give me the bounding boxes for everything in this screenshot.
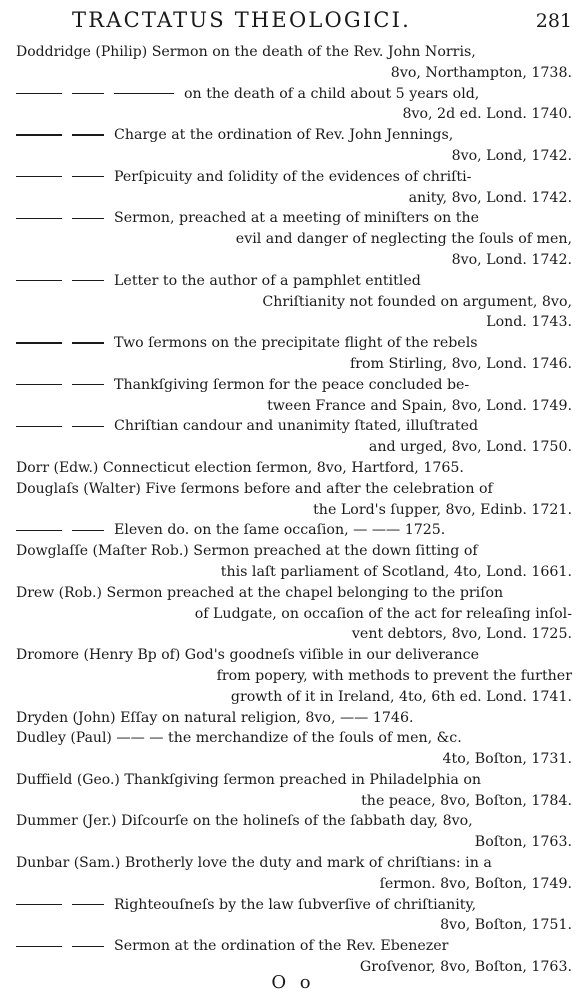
ditto-dash bbox=[16, 530, 62, 531]
ditto-dash bbox=[16, 384, 62, 385]
entry-first-line bbox=[16, 936, 572, 957]
ditto-dash bbox=[16, 946, 62, 947]
entry-first-line bbox=[16, 271, 572, 292]
entry-continuation-line: ſermon. 8vo, Boſton, 1749. bbox=[379, 875, 572, 892]
entry-title-text: Brotherly love the duty and mark of chriſtians: in a bbox=[124, 855, 492, 872]
bibliography-entry bbox=[16, 208, 572, 270]
entry-author: Duffield (Geo.) bbox=[16, 771, 120, 788]
entry-first-line bbox=[16, 416, 572, 437]
running-header bbox=[72, 8, 572, 34]
entry-first-line bbox=[16, 333, 572, 354]
entry-title-text: Sermon on the death of the Rev. John Norris, bbox=[151, 44, 476, 60]
ditto-dash bbox=[72, 176, 104, 177]
entry-title-text: Connecticut election ſermon, 8vo, Hartford, 1765. bbox=[102, 459, 464, 476]
entry-first-line bbox=[16, 520, 572, 541]
ditto-dash bbox=[72, 280, 104, 281]
ditto-dash bbox=[72, 93, 104, 94]
entry-continuation-line: Groſvenor, 8vo, Boſton, 1763. bbox=[359, 959, 572, 976]
ditto-dash bbox=[72, 134, 104, 135]
ditto-dash bbox=[16, 93, 62, 94]
entry-continuation-line: of Ludgate, on occaſion of the act for releaſing inſol- bbox=[194, 605, 572, 622]
entry-title-text: Eſſay on natural religion, 8vo, —— 1746. bbox=[120, 709, 414, 726]
ditto-dash bbox=[16, 342, 62, 343]
entry-continuation-line: this laſt parliament of Scotland, 4to, Lond. 1661. bbox=[220, 563, 572, 580]
running-title: TRACTATUS THEOLOGICI. bbox=[72, 8, 412, 32]
ditto-dash bbox=[72, 342, 104, 343]
bibliography-entries bbox=[16, 42, 572, 978]
entry-author: Dowglaſſe (Maſter Rob.) bbox=[16, 543, 189, 560]
bibliography-entry bbox=[16, 42, 572, 84]
entry-continuation-line: from Stirling, 8vo, Lond. 1746. bbox=[349, 355, 572, 372]
ditto-dash bbox=[16, 280, 62, 281]
ditto-dash bbox=[72, 904, 104, 905]
entry-continuation-line: and urged, 8vo, Lond. 1750. bbox=[368, 439, 572, 456]
entry-continuation-line: vent debtors, 8vo, Lond. 1725. bbox=[351, 626, 572, 643]
entry-author: Dromore (Henry Bp of) bbox=[16, 647, 181, 664]
ditto-dash bbox=[72, 530, 104, 531]
entry-author: Dryden (John) bbox=[16, 709, 116, 726]
bibliography-entry bbox=[16, 895, 572, 937]
entry-first-line bbox=[16, 728, 572, 749]
entry-author: Dorr (Edw.) bbox=[16, 459, 99, 476]
catchword: O o bbox=[271, 972, 315, 993]
entry-title-text: —— — the merchandize of the ſouls of men, &c. bbox=[116, 730, 462, 747]
bibliography-entry bbox=[16, 541, 572, 583]
entry-first-line bbox=[16, 645, 572, 666]
entry-continuation-line: evil and danger of neglecting the ſouls of men, bbox=[235, 231, 572, 248]
ditto-dash bbox=[72, 218, 104, 219]
bibliography-entry bbox=[16, 125, 572, 167]
entry-first-line bbox=[16, 458, 572, 479]
entry-first-line bbox=[16, 541, 572, 562]
bibliography-entry bbox=[16, 583, 572, 645]
entry-first-line bbox=[16, 708, 572, 729]
bibliography-entry bbox=[16, 416, 572, 458]
entry-title-text: Charge at the ordination of Rev. John Jennings, bbox=[114, 127, 454, 144]
entry-title-text: Sermon preached at the down ſitting of bbox=[193, 543, 478, 560]
entry-first-line bbox=[16, 208, 572, 229]
entry-first-line bbox=[16, 375, 572, 396]
entry-continuation-line: 8vo, Lond, 1742. bbox=[451, 147, 572, 164]
entry-first-line bbox=[16, 42, 572, 63]
ditto-dash bbox=[16, 426, 62, 427]
bibliography-entry bbox=[16, 728, 572, 770]
entry-first-line bbox=[16, 853, 572, 874]
entry-continuation-line: anity, 8vo, Lond. 1742. bbox=[408, 189, 572, 206]
bibliography-entry bbox=[16, 853, 572, 895]
ditto-dash bbox=[16, 904, 62, 905]
bibliography-entry bbox=[16, 645, 572, 707]
page-number: 281 bbox=[535, 10, 572, 32]
entry-author: Dudley (Paul) bbox=[16, 730, 112, 747]
entry-first-line bbox=[16, 167, 572, 188]
ditto-dash bbox=[114, 93, 174, 94]
ditto-dash bbox=[72, 384, 104, 385]
bibliography-entry bbox=[16, 167, 572, 209]
entry-author: Dunbar (Sam.) bbox=[16, 855, 121, 872]
entry-title-text: Sermon preached at the chapel belonging to the priſon bbox=[106, 584, 504, 601]
entry-continuation-line: 8vo, Lond. 1742. bbox=[451, 251, 572, 268]
entry-title-text: on the death of a child about 5 years old, bbox=[184, 85, 480, 102]
entry-first-line bbox=[16, 895, 572, 916]
entry-title-text: Perſpicuity and ſolidity of the evidences of chriſti- bbox=[114, 168, 472, 185]
entry-author: Douglaſs (Walter) bbox=[16, 480, 141, 497]
entry-first-line bbox=[16, 125, 572, 146]
entry-continuation-line: tween France and Spain, 8vo, Lond. 1749. bbox=[267, 397, 572, 414]
entry-continuation-line: the Lord's ſupper, 8vo, Edinb. 1721. bbox=[313, 501, 572, 518]
entry-first-line bbox=[16, 811, 572, 832]
entry-author: Dummer (Jer.) bbox=[16, 813, 117, 830]
entry-title-text: Sermon at the ordination of the Rev. Ebenezer bbox=[114, 938, 449, 955]
entry-first-line bbox=[16, 84, 572, 105]
bibliography-entry bbox=[16, 811, 572, 853]
entry-continuation-line: Boſton, 1763. bbox=[474, 834, 572, 851]
bibliography-entry bbox=[16, 271, 572, 333]
entry-author: Doddridge (Philip) bbox=[16, 44, 148, 60]
bibliography-entry bbox=[16, 770, 572, 812]
entry-title-text: Thankſgiving ſermon preached in Philadelphia on bbox=[124, 771, 482, 788]
entry-continuation-line: 8vo, Boſton, 1751. bbox=[440, 917, 572, 934]
entry-continuation-line: from popery, with methods to prevent the further bbox=[216, 667, 572, 684]
entry-title-text: Diſcourſe on the holineſs of the ſabbath day, 8vo, bbox=[121, 813, 473, 830]
bibliography-entry bbox=[16, 708, 572, 729]
entry-first-line bbox=[16, 583, 572, 604]
ditto-dash bbox=[16, 176, 62, 177]
entry-continuation-line: 8vo, Northampton, 1738. bbox=[390, 64, 572, 81]
ditto-dash bbox=[16, 218, 62, 219]
bibliography-entry bbox=[16, 520, 572, 541]
bibliography-entry bbox=[16, 333, 572, 375]
entry-title-text: Chriſtian candour and unanimity ſtated, illuſtrated bbox=[114, 418, 479, 435]
entry-title-text: Thankſgiving ſermon for the peace concluded be- bbox=[114, 376, 470, 393]
entry-first-line bbox=[16, 479, 572, 500]
entry-continuation-line: 4to, Boſton, 1731. bbox=[442, 751, 572, 768]
entry-continuation-line: Lond. 1743. bbox=[486, 314, 572, 331]
entry-title-text: Sermon, preached at a meeting of miniſters on the bbox=[114, 210, 480, 227]
entry-title-text: God's goodneſs viſible in our deliverance bbox=[184, 647, 479, 664]
entry-title-text: Two ſermons on the precipitate flight of the rebels bbox=[114, 335, 478, 352]
entry-continuation-line: the peace, 8vo, Boſton, 1784. bbox=[361, 792, 572, 809]
bibliography-entry bbox=[16, 84, 572, 126]
entry-continuation-line: growth of it in Ireland, 4to, 6th ed. Lond. 1741. bbox=[230, 688, 572, 705]
entry-first-line bbox=[16, 770, 572, 791]
entry-continuation-line: Chriſtianity not founded on argument, 8vo, bbox=[262, 293, 572, 310]
entry-author: Drew (Rob.) bbox=[16, 584, 102, 601]
entry-continuation-line: 8vo, 2d ed. Lond. 1740. bbox=[402, 106, 572, 123]
entry-title-text: Eleven do. on the ſame occaſion, — —— 1725. bbox=[114, 522, 446, 539]
ditto-dash bbox=[72, 426, 104, 427]
ditto-dash bbox=[16, 134, 62, 135]
bibliography-entry bbox=[16, 458, 572, 479]
entry-title-text: Letter to the author of a pamphlet entitled bbox=[114, 272, 421, 289]
ditto-dash bbox=[72, 946, 104, 947]
bibliography-entry bbox=[16, 479, 572, 521]
bibliography-entry bbox=[16, 375, 572, 417]
entry-title-text: Righteouſneſs by the law ſubverſive of chriſtianity, bbox=[114, 896, 477, 913]
entry-title-text: Five ſermons before and after the celebration of bbox=[145, 480, 493, 497]
